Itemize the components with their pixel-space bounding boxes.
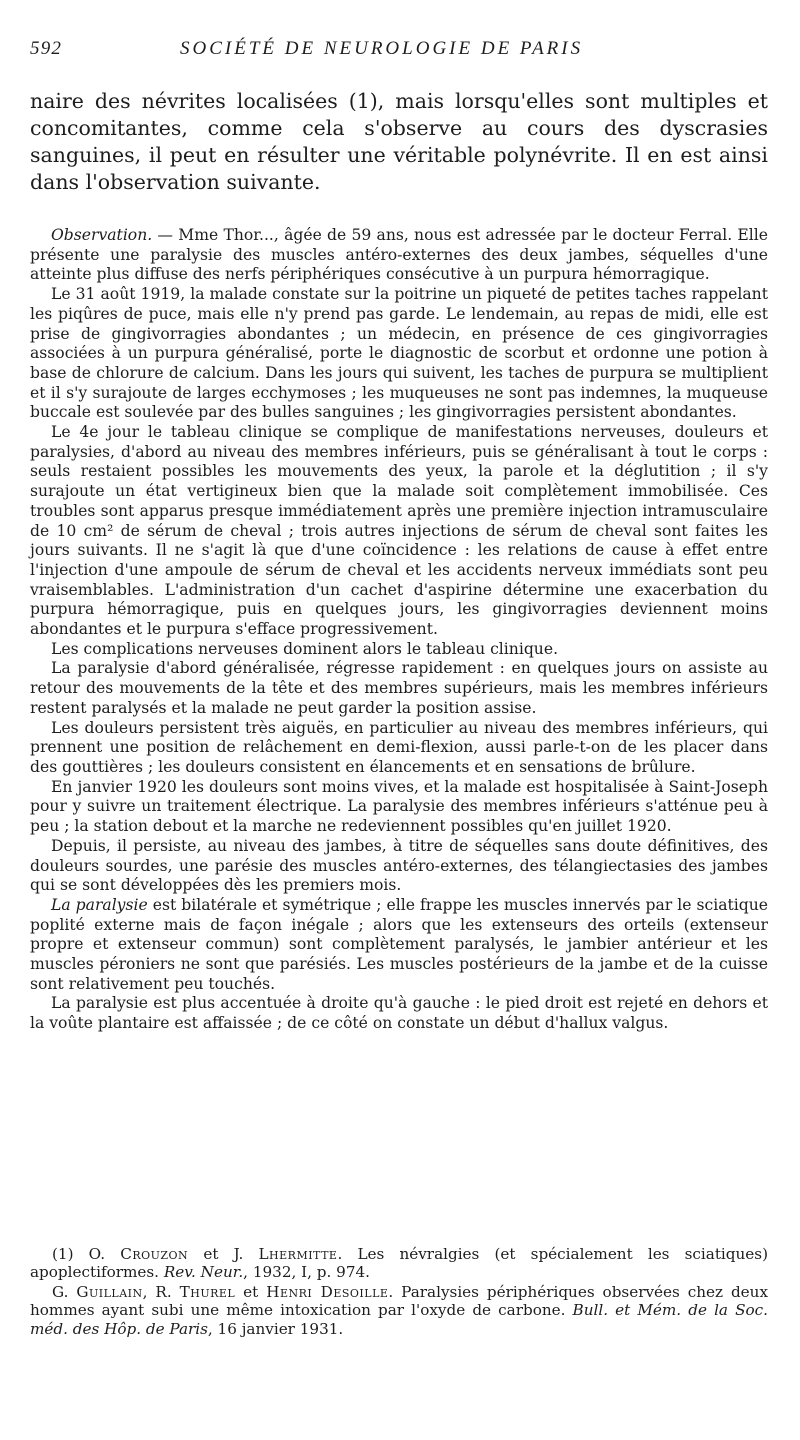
observation-paragraph-6: Les douleurs persistent très aiguës, en particulier au niveau des membres inférieurs, qui prennent une position de relâchement en demi-flexion, aussi parle-t-on de les placer dans des gouttières ; les douleurs consistent en élancements et en sensations de brûlure. xyxy=(30,718,768,776)
footnote-2-author-2: Thurel xyxy=(179,1282,236,1301)
footnote-2-journal: Bull. et Mém. de la Soc. méd. des Hôp. de Paris xyxy=(30,1301,768,1338)
observation-paragraph-9 xyxy=(30,896,768,995)
observation-paragraph-3: Le 4e jour le tableau clinique se complique de manifestations nerveuses, douleurs et paralysies, d'abord au niveau des membres inférieurs, puis se généralisant à tout le corps : seuls restaient possibles les mouvements des yeux, la parole et la déglutition ; il s'y surajoute un état vertigineux bien que la malade soit complètement immobilisée. Ces troubles sont apparus presque immédiatement après une première injection intramusculaire de 10 cm² de sérum de cheval ; trois autres injections de sérum de cheval sont faites les jours suivants. Il ne s'agit là que d'une coïncidence : les relations de cause à effet entre l'injection d'une ampoule de sérum de cheval et les accidents nerveux immédiats sont peu vraisemblables. L'administration d'un cachet d'aspirine détermine une exacerbation du purpura hémorragique, puis en quelques jours, les gingivorragies deviennent moins abondantes et le purpura s'efface progressivement. xyxy=(30,423,768,639)
observation-p1-text: — Mme Thor..., âgée de 59 ans, nous est adressée par le docteur Ferral. Elle présente une paralysie des muscles antéro-externes des deux jambes, séquelles d'une atteinte plus diffuse des nerfs périphériques consécutive à un purpura hémorragique. xyxy=(30,226,768,284)
observation-p9-text: est bilatérale et symétrique ; elle frappe les muscles innervés par le sciatique poplité externe mais de façon inégale ; alors que les extenseurs des orteils (extenseur propre et extenseur commun) sont complètement paralysés, le jambier antérieur et les muscles péroniers ne sont que parésiés. Les muscles postérieurs de la jambe et de la cuisse sont relativement peu touchés. xyxy=(30,895,769,993)
footnote-2-marker: G. xyxy=(52,1282,77,1301)
observation-paragraph-10: La paralysie est plus accentuée à droite qu'à gauche : le pied droit est rejeté en dehors et la voûte plantaire est affaissée ; de ce côté on constate un début d'hallux valgus. xyxy=(30,994,768,1033)
footnote-2-author-1: Guillain xyxy=(76,1282,143,1301)
footnote-1 xyxy=(30,1245,768,1282)
footnote-1-journal: Rev. Neur. xyxy=(163,1263,244,1282)
footnote-1-author-2: Lhermitte xyxy=(258,1245,338,1263)
observation-paragraph-5: La paralysie d'abord généralisée, régresse rapidement : en quelques jours on assiste au retour des mouvements de la tête et des membres supérieurs, mais les membres inférieurs restent paralysés et la malade ne peut garder la position assise. xyxy=(30,659,768,717)
observation-paragraph-1 xyxy=(30,226,768,285)
footnote-2-sep-1: , R. xyxy=(142,1282,180,1301)
footnote-1-conj: et J. xyxy=(188,1245,259,1263)
intro-paragraph: naire des névrites localisées (1), mais lorsqu'elles sont multiples et concomitantes, comme cela s'observe au cours des dyscrasies sanguines, il peut en résulter une véritable polynévrite. Il en est ainsi dans l'observation suivante. xyxy=(30,89,768,194)
footnote-2 xyxy=(30,1283,768,1338)
page-number: 592 xyxy=(30,38,63,59)
intro-section xyxy=(30,88,768,196)
observation-paragraph-4: Les complications nerveuses dominent alors le tableau clinique. xyxy=(51,639,559,658)
footnote-1-author-1: Crouzon xyxy=(120,1245,189,1263)
footnote-2-reference: , 16 janvier 1931. xyxy=(207,1319,344,1338)
paralysie-lead: La paralysie xyxy=(51,895,148,914)
footnote-2-sep-2: et xyxy=(235,1282,267,1301)
footnote-1-marker: (1) O. xyxy=(52,1245,121,1263)
observation-section xyxy=(30,226,768,1034)
observation-lead: Observation. xyxy=(51,226,153,244)
running-title: SOCIÉTÉ DE NEUROLOGIE DE PARIS xyxy=(180,38,584,59)
footnote-2-author-3: Henri Desoille xyxy=(266,1282,389,1301)
observation-paragraph-8: Depuis, il persiste, au niveau des jambes, à titre de séquelles sans doute définitives, des douleurs sourdes, une parésie des muscles antéro-externes, des télangiectasies des jambes qui se sont développées dès les premiers mois. xyxy=(30,836,768,895)
footnotes xyxy=(30,1245,768,1339)
footnote-2-title: . Paralysies périphériques observées chez deux hommes ayant subi une même intoxication par l'oxyde de carbone. xyxy=(30,1282,769,1320)
observation-paragraph-2: Le 31 août 1919, la malade constate sur la poitrine un piqueté de petites taches rappelant les piqûres de puce, mais elle n'y prend pas garde. Le lendemain, au repas de midi, elle est prise de gingivorragies abondantes ; un médecin, en présence de ces gingivorragies associées à un purpura généralisé, porte le diagnostic de scorbut et ordonne une potion à base de chlorure de calcium. Dans les jours qui suivent, les taches de purpura se multiplient et il s'y surajoute de larges ecchymoses ; les muqueuses ne sont pas indemnes, la muqueuse buccale est soulevée par des bulles sanguines ; les gingivorragies persistent abondantes. xyxy=(30,285,768,422)
footnote-1-title: . Les névralgies (et spécialement les sciatiques) apoplectiformes. xyxy=(30,1245,769,1282)
observation-paragraph-7: En janvier 1920 les douleurs sont moins vives, et la malade est hospitalisée à Saint-Joseph pour y suivre un traitement électrique. La paralysie des membres inférieurs s'atténue peu à peu ; la station debout et la marche ne redeviennent possibles qu'en juillet 1920. xyxy=(30,777,768,836)
footnote-1-reference: , 1932, I, p. 974. xyxy=(243,1263,370,1282)
page-header xyxy=(30,38,770,64)
